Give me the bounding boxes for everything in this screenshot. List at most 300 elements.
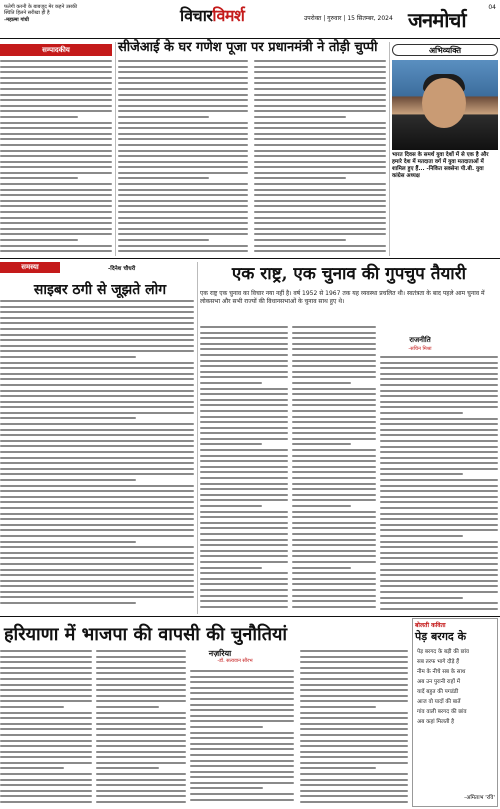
text-line	[0, 602, 136, 604]
text-line	[292, 561, 376, 563]
quote-attribution: -महात्मा गांधी	[4, 17, 29, 24]
text-line	[118, 94, 248, 96]
text-line	[254, 77, 386, 79]
text-line	[0, 144, 112, 146]
text-line	[0, 116, 78, 118]
text-line	[96, 745, 186, 747]
text-line	[200, 388, 288, 390]
text-line	[118, 250, 248, 252]
text-line	[0, 94, 112, 96]
brand-logo: जनमोर्चा	[408, 8, 466, 32]
text-line	[0, 155, 112, 157]
text-line	[292, 505, 351, 507]
text-line	[200, 561, 288, 563]
page-number: 04	[488, 4, 496, 11]
lead2-headline: एक राष्ट्र, एक चुनाव की गुपचुप तैयारी	[231, 264, 467, 284]
text-line	[380, 546, 498, 548]
text-line	[96, 672, 186, 674]
text-line	[292, 595, 376, 597]
text-line	[254, 94, 386, 96]
text-line	[118, 177, 209, 179]
text-line	[0, 233, 112, 235]
text-line	[0, 779, 92, 781]
text-line	[300, 650, 408, 652]
text-line	[0, 440, 194, 442]
text-line	[0, 695, 92, 697]
text-line	[118, 105, 248, 107]
text-line	[200, 449, 288, 451]
text-line	[96, 784, 186, 786]
poem-line: आज वो यादों की बातें	[417, 699, 461, 705]
text-line	[300, 756, 408, 758]
text-line	[200, 595, 288, 597]
text-line	[0, 66, 112, 68]
text-line	[380, 423, 498, 425]
opinion-label: अभिव्यक्ति	[392, 44, 498, 56]
text-line	[292, 399, 376, 401]
text-line	[254, 172, 386, 174]
text-line	[292, 499, 376, 501]
text-line	[380, 602, 498, 604]
text-line	[292, 449, 376, 451]
text-line	[190, 704, 294, 706]
text-line	[0, 518, 194, 520]
text-line	[0, 328, 194, 330]
text-line	[292, 516, 376, 518]
text-line	[118, 161, 248, 163]
bottom-text-col3	[190, 670, 294, 807]
text-line	[300, 667, 408, 669]
text-line	[96, 717, 186, 719]
text-line	[200, 455, 288, 457]
text-line	[200, 371, 288, 373]
text-line	[380, 446, 498, 448]
text-line	[254, 122, 386, 124]
text-line	[96, 712, 186, 714]
text-line	[0, 110, 112, 112]
text-line	[96, 779, 186, 781]
text-line	[292, 382, 351, 384]
text-line	[200, 332, 288, 334]
text-line	[118, 194, 248, 196]
text-line	[0, 177, 78, 179]
text-line	[380, 412, 463, 414]
text-line	[200, 343, 288, 345]
text-line	[380, 529, 498, 531]
text-line	[200, 516, 288, 518]
text-line	[200, 471, 288, 473]
poem-author: -अमिताभ 'रवि'	[464, 795, 495, 801]
text-line	[0, 541, 136, 543]
text-line	[0, 563, 194, 565]
text-line	[200, 583, 288, 585]
text-line	[200, 382, 262, 384]
text-line	[0, 473, 194, 475]
text-line	[0, 245, 112, 247]
text-line	[0, 345, 194, 347]
text-line	[0, 429, 194, 431]
text-line	[118, 82, 248, 84]
poem-label: बोलती कविता	[415, 622, 446, 629]
text-line	[190, 743, 294, 745]
text-line	[380, 569, 498, 571]
lead2-text-col1	[200, 326, 288, 614]
text-line	[96, 767, 159, 769]
text-line	[292, 410, 376, 412]
text-line	[292, 583, 376, 585]
text-line	[0, 734, 92, 736]
text-line	[96, 756, 186, 758]
text-line	[96, 684, 186, 686]
text-line	[292, 494, 376, 496]
text-line	[380, 501, 498, 503]
text-line	[254, 66, 386, 68]
text-line	[0, 88, 112, 90]
text-line	[118, 77, 248, 79]
text-line	[200, 410, 288, 412]
text-line	[118, 99, 248, 101]
text-line	[118, 183, 248, 185]
text-line	[380, 541, 498, 543]
text-line	[0, 322, 194, 324]
text-line	[292, 371, 376, 373]
text-line	[118, 116, 209, 118]
text-line	[0, 667, 92, 669]
text-line	[292, 455, 376, 457]
bottom-headline: हरियाणा में भाजपा की वापसी की चुनौतियां	[4, 624, 288, 645]
text-line	[292, 550, 376, 552]
masthead-rule	[0, 38, 500, 39]
problem-byline: -दिनेश चौधरी	[108, 266, 136, 272]
text-line	[380, 513, 498, 515]
text-line	[96, 734, 186, 736]
bottom-text-col4	[300, 650, 408, 807]
text-line	[118, 239, 209, 241]
section-rule	[0, 616, 500, 617]
editorial-headline: सीजेआई के घर गणेश पूजा पर प्रधानमंत्री ने तोड़ी चुप्पी	[118, 40, 378, 55]
text-line	[118, 110, 248, 112]
text-line	[0, 468, 194, 470]
text-line	[0, 82, 112, 84]
editorial-label: सम्पादकीय	[0, 44, 112, 56]
text-line	[96, 689, 186, 691]
text-line	[200, 404, 288, 406]
text-line	[0, 200, 112, 202]
text-line	[292, 600, 376, 602]
text-line	[190, 687, 294, 689]
text-line	[200, 399, 288, 401]
text-line	[292, 343, 376, 345]
text-line	[0, 222, 112, 224]
text-line	[200, 511, 288, 513]
text-line	[0, 745, 92, 747]
text-line	[0, 161, 112, 163]
text-line	[190, 732, 294, 734]
poem-lines	[417, 647, 497, 727]
text-line	[254, 116, 346, 118]
text-line	[118, 217, 248, 219]
text-line	[0, 767, 64, 769]
text-line	[254, 127, 386, 129]
text-line	[292, 578, 376, 580]
text-line	[254, 228, 386, 230]
text-line	[380, 608, 498, 610]
text-line	[0, 552, 194, 554]
poem-title: पेड़ बरगद के	[415, 630, 467, 643]
text-line	[300, 790, 408, 792]
text-line	[300, 684, 408, 686]
text-line	[0, 507, 194, 509]
text-line	[380, 373, 498, 375]
text-line	[0, 362, 194, 364]
text-line	[118, 222, 248, 224]
text-line	[118, 71, 248, 73]
text-line	[0, 762, 92, 764]
text-line	[0, 99, 112, 101]
text-line	[254, 138, 386, 140]
text-line	[254, 177, 346, 179]
text-line	[0, 740, 92, 742]
text-line	[380, 418, 498, 420]
text-line	[254, 245, 386, 247]
text-line	[292, 589, 376, 591]
text-line	[0, 700, 92, 702]
text-line	[118, 205, 248, 207]
text-line	[190, 681, 294, 683]
text-line	[118, 133, 248, 135]
poem-line: गांव वाली बरगद की छांव	[417, 709, 467, 715]
text-line	[200, 438, 288, 440]
text-line	[0, 529, 194, 531]
text-line	[0, 211, 112, 213]
text-line	[0, 395, 194, 397]
text-line	[292, 365, 376, 367]
dateline: उपरोक्त | गुरुवार | 15 सितम्बर, 2024	[304, 15, 393, 22]
text-line	[380, 585, 498, 587]
text-line	[0, 378, 194, 380]
text-line	[380, 490, 498, 492]
text-line	[380, 524, 498, 526]
text-line	[96, 740, 186, 742]
poem-line: सब तरफ भागे दौड़े हैं	[417, 659, 460, 665]
text-line	[200, 354, 288, 356]
text-line	[0, 728, 92, 730]
text-line	[0, 194, 112, 196]
text-line	[292, 337, 376, 339]
text-line	[0, 239, 78, 241]
text-line	[380, 395, 498, 397]
text-line	[200, 416, 288, 418]
text-line	[292, 443, 351, 445]
text-line	[254, 222, 386, 224]
text-line	[300, 656, 408, 658]
text-line	[190, 709, 294, 711]
text-line	[300, 678, 408, 680]
text-line	[0, 122, 112, 124]
text-line	[96, 656, 186, 658]
text-line	[300, 740, 408, 742]
text-line	[96, 678, 186, 680]
text-line	[0, 401, 194, 403]
text-line	[0, 790, 92, 792]
text-line	[118, 144, 248, 146]
text-line	[380, 496, 498, 498]
section-title-part2: विमर्श	[212, 6, 245, 25]
text-line	[200, 555, 288, 557]
text-line	[254, 233, 386, 235]
text-line	[254, 88, 386, 90]
text-line	[0, 133, 112, 135]
text-line	[300, 661, 408, 663]
text-line	[300, 672, 408, 674]
text-line	[96, 751, 186, 753]
text-line	[292, 460, 376, 462]
text-line	[200, 600, 288, 602]
text-line	[200, 572, 288, 574]
text-line	[118, 189, 248, 191]
text-line	[0, 150, 112, 152]
text-line	[0, 217, 112, 219]
text-line	[254, 217, 386, 219]
text-line	[0, 77, 112, 79]
text-line	[96, 667, 186, 669]
text-line	[254, 105, 386, 107]
text-line	[292, 404, 376, 406]
text-line	[292, 567, 351, 569]
text-line	[0, 574, 194, 576]
text-line	[254, 183, 386, 185]
text-line	[380, 580, 498, 582]
text-line	[200, 427, 288, 429]
text-line	[0, 417, 136, 419]
text-line	[300, 734, 408, 736]
text-line	[292, 544, 376, 546]
text-line	[190, 692, 294, 694]
text-line	[0, 585, 194, 587]
lead2-text-col3	[380, 356, 498, 614]
text-line	[190, 726, 263, 728]
photo-face	[422, 78, 466, 128]
text-line	[292, 388, 376, 390]
text-line	[380, 563, 498, 565]
text-line	[292, 432, 376, 434]
text-line	[254, 150, 386, 152]
text-line	[0, 546, 194, 548]
masthead	[0, 0, 500, 38]
text-line	[190, 760, 294, 762]
text-line	[190, 799, 294, 801]
lead-article-text-col2	[254, 60, 386, 256]
text-line	[254, 110, 386, 112]
text-line	[380, 457, 498, 459]
text-line	[0, 373, 194, 375]
text-line	[0, 524, 194, 526]
text-line	[292, 427, 376, 429]
text-line	[254, 82, 386, 84]
text-line	[118, 200, 248, 202]
text-line	[300, 779, 408, 781]
text-line	[380, 485, 498, 487]
text-line	[190, 720, 294, 722]
text-line	[190, 771, 294, 773]
text-line	[254, 155, 386, 157]
text-line	[380, 479, 498, 481]
text-line	[292, 527, 376, 529]
text-line	[300, 717, 408, 719]
text-line	[292, 326, 376, 328]
text-line	[292, 488, 376, 490]
text-line	[300, 773, 408, 775]
text-line	[200, 505, 262, 507]
text-line	[118, 155, 248, 157]
text-line	[0, 350, 194, 352]
text-line	[0, 434, 194, 436]
text-line	[380, 390, 498, 392]
text-line	[200, 499, 288, 501]
text-line	[0, 306, 194, 308]
text-line	[0, 189, 112, 191]
text-line	[200, 337, 288, 339]
text-line	[0, 751, 92, 753]
text-line	[0, 412, 194, 414]
text-line	[0, 712, 92, 714]
bottom-text-col1	[0, 650, 92, 807]
text-line	[190, 754, 294, 756]
text-line	[0, 513, 194, 515]
text-line	[96, 706, 159, 708]
poem-line: नीम के नीचे सब के साथ	[417, 669, 466, 675]
text-line	[0, 406, 194, 408]
text-line	[118, 122, 248, 124]
text-line	[200, 533, 288, 535]
text-line	[254, 99, 386, 101]
text-line	[190, 765, 294, 767]
text-line	[300, 767, 376, 769]
text-line	[96, 650, 186, 652]
text-line	[190, 787, 263, 789]
text-line	[96, 801, 186, 803]
text-line	[0, 183, 112, 185]
text-line	[0, 166, 112, 168]
text-line	[190, 776, 294, 778]
column-divider	[197, 262, 198, 614]
text-line	[0, 485, 194, 487]
text-line	[200, 360, 288, 362]
text-line	[0, 105, 112, 107]
text-line	[0, 650, 92, 652]
text-line	[200, 393, 288, 395]
text-line	[0, 60, 112, 62]
text-line	[118, 88, 248, 90]
text-line	[292, 466, 376, 468]
text-line	[380, 591, 498, 593]
text-line	[96, 695, 186, 697]
text-line	[380, 384, 498, 386]
text-line	[200, 606, 288, 608]
author-photo	[392, 60, 498, 150]
text-line	[0, 756, 92, 758]
text-line	[292, 572, 376, 574]
text-line	[380, 518, 498, 520]
text-line	[300, 795, 408, 797]
text-line	[380, 552, 498, 554]
text-line	[292, 471, 376, 473]
text-line	[300, 762, 408, 764]
text-line	[0, 356, 136, 358]
text-line	[254, 250, 386, 252]
text-line	[0, 706, 64, 708]
text-line	[300, 751, 408, 753]
